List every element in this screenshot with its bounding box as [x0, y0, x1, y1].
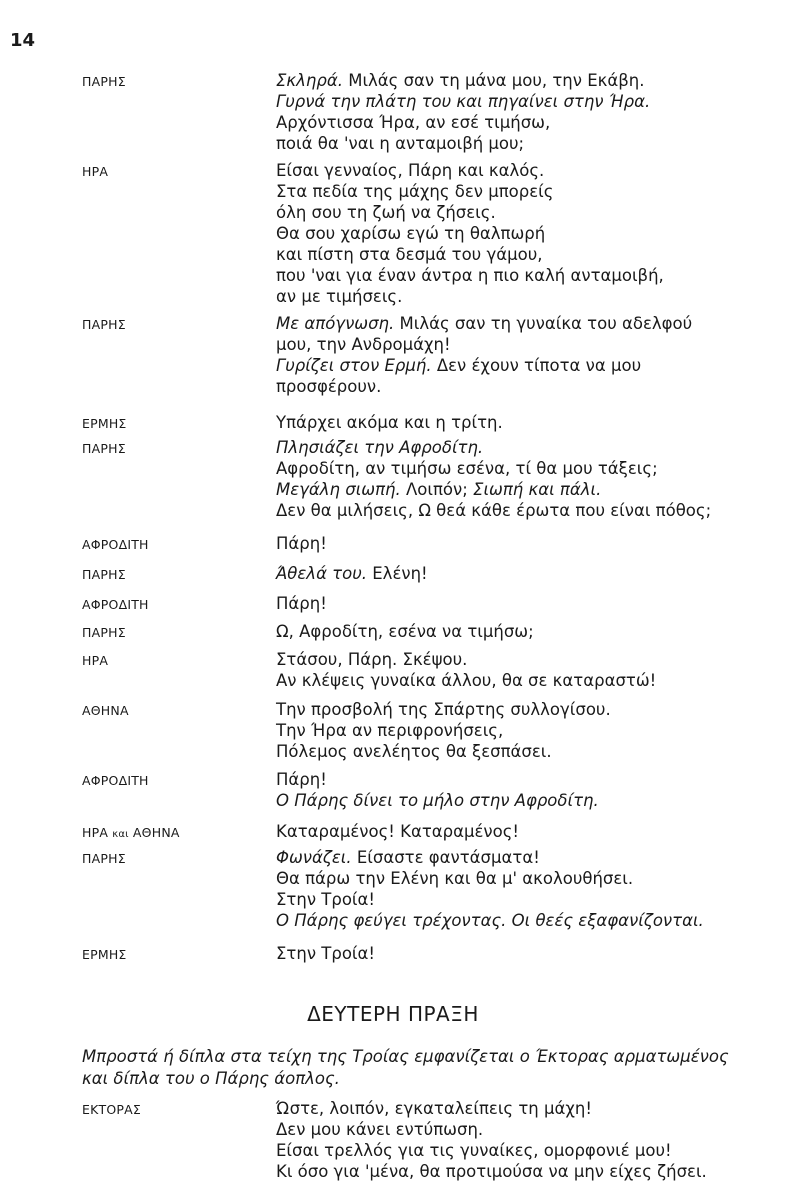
speaker-name: ΠΑΡΗΣ	[82, 567, 126, 582]
speech-line	[276, 70, 781, 91]
speech-line	[276, 376, 781, 397]
speech-line	[276, 412, 781, 433]
speech-line	[276, 593, 781, 614]
speech-line	[276, 720, 781, 741]
speech-line	[276, 223, 781, 244]
stage-direction-line: Μπροστά ή δίπλα στα τείχη της Τροίας εμφανίζεται ο Έκτορας αρματωμένος	[82, 1047, 729, 1066]
speech-text: Πάρη!	[276, 594, 327, 613]
speaker-name: ΠΑΡΗΣ	[82, 851, 126, 866]
speech-line	[276, 868, 781, 889]
speech-line	[276, 1140, 781, 1161]
speech-text: Στην Τροία!	[276, 890, 375, 909]
speaker-name: ΕΚΤΟΡΑΣ	[82, 1102, 141, 1117]
speech-text: Μιλάς σαν τη γυναίκα του αδελφού	[394, 314, 693, 333]
speech-line	[276, 769, 781, 790]
speech-line	[276, 847, 781, 868]
speech-line	[276, 790, 781, 811]
speech-text: Θα σου χαρίσω εγώ τη θαλπωρή	[276, 224, 546, 243]
speech-lines	[276, 437, 781, 521]
stage-note: Σιωπή και πάλι.	[473, 480, 602, 499]
speech-line	[276, 910, 781, 931]
speaker-name: ΗΡΑ και ΑΘΗΝΑ	[82, 825, 180, 840]
speaker-name: ΑΘΗΝΑ	[82, 703, 129, 718]
speech-lines	[276, 412, 781, 433]
speech-line	[276, 355, 781, 376]
stage-note: Άθελά του.	[276, 564, 368, 583]
speech-line	[276, 1119, 781, 1140]
speech-text: Στην Τροία!	[276, 944, 375, 963]
stage-note: Γυρίζει στον Ερμή.	[276, 356, 432, 375]
speaker-name: ΠΑΡΗΣ	[82, 441, 126, 456]
speech-text: Πάρη!	[276, 770, 327, 789]
speaker-name: ΠΑΡΗΣ	[82, 317, 126, 332]
speech-lines	[276, 769, 781, 811]
speech-text: Μιλάς σαν τη μάνα μου, την Εκάβη.	[342, 71, 645, 90]
speech-lines	[276, 563, 781, 584]
speech-text: που 'ναι για έναν άντρα η πιο καλή ανταμοιβή,	[276, 266, 664, 285]
speech-text: Ώστε, λοιπόν, εγκαταλείπεις τη μάχη!	[276, 1099, 592, 1118]
speech-line	[276, 821, 781, 842]
stage-note: Πλησιάζει την Αφροδίτη.	[276, 438, 484, 457]
speech-text: Ελένη!	[367, 564, 428, 583]
speech-line	[276, 286, 781, 307]
stage-note: Φωνάζει.	[276, 848, 352, 867]
speech-line	[276, 202, 781, 223]
speech-text: Αν κλέψεις γυναίκα άλλου, θα σε καταραστώ!	[276, 671, 657, 690]
speech-text: αν με τιμήσεις.	[276, 287, 403, 306]
speech-line	[276, 479, 781, 500]
stage-note: Με απόγνωση.	[276, 314, 395, 333]
speaker-name: ΑΦΡΟΔΙΤΗ	[82, 773, 149, 788]
stage-note: Γυρνά την πλάτη του και πηγαίνει στην Ήρα.	[276, 92, 651, 111]
speech-line	[276, 458, 781, 479]
speech-text: Κι όσο για 'μένα, θα προτιμούσα να μην είχες ζήσει.	[276, 1162, 707, 1181]
speaker-name: ΕΡΜΗΣ	[82, 416, 127, 431]
stage-note: Μεγάλη σιωπή.	[276, 480, 401, 499]
speech-line	[276, 244, 781, 265]
speech-line	[276, 334, 781, 355]
speech-lines	[276, 821, 781, 842]
speech-text: Είσαι τρελλός για τις γυναίκες, ομορφονιέ μου!	[276, 1141, 672, 1160]
speech-line	[276, 943, 781, 964]
speech-lines	[276, 847, 781, 931]
speech-line	[276, 699, 781, 720]
speech-text: Δεν μου κάνει εντύπωση.	[276, 1120, 484, 1139]
speech-text: μου, την Ανδρομάχη!	[276, 335, 451, 354]
speech-lines	[276, 593, 781, 614]
speech-text: Αφροδίτη, αν τιμήσω εσένα, τί θα μου τάξεις;	[276, 459, 658, 478]
speaker-name: ΠΑΡΗΣ	[82, 74, 126, 89]
speech-line	[276, 500, 781, 521]
speech-line	[276, 889, 781, 910]
speech-line	[276, 265, 781, 286]
stage-direction-line: και δίπλα του ο Πάρης άοπλος.	[82, 1069, 340, 1088]
speaker-name: ΑΦΡΟΔΙΤΗ	[82, 597, 149, 612]
speech-text: Είσαι γενναίος, Πάρη και καλός.	[276, 161, 545, 180]
speech-text: Θα πάρω την Ελένη και θα μ' ακολουθήσει.	[276, 869, 634, 888]
stage-note: Ο Πάρης δίνει το μήλο στην Αφροδίτη.	[276, 791, 599, 810]
speech-line	[276, 133, 781, 154]
speech-line	[276, 621, 781, 642]
speech-text: Δεν έχουν τίποτα να μου	[431, 356, 642, 375]
speech-text: προσφέρουν.	[276, 377, 382, 396]
speech-line	[276, 741, 781, 762]
speech-line	[276, 112, 781, 133]
speaker-name: ΑΦΡΟΔΙΤΗ	[82, 537, 149, 552]
speech-text: Στάσου, Πάρη. Σκέψου.	[276, 650, 468, 669]
stage-note: Σκληρά.	[276, 71, 343, 90]
speech-lines	[276, 313, 781, 397]
act-title: ΔΕΥΤΕΡΗ ΠΡΑΞΗ	[307, 1002, 479, 1026]
speaker-name: ΠΑΡΗΣ	[82, 625, 126, 640]
speech-lines	[276, 649, 781, 691]
speech-text: Πάρη!	[276, 534, 327, 553]
speech-line	[276, 1161, 781, 1182]
speech-text: και πίστη στα δεσμά του γάμου,	[276, 245, 543, 264]
speaker-name: ΕΡΜΗΣ	[82, 947, 127, 962]
speech-lines	[276, 943, 781, 964]
speech-lines	[276, 533, 781, 554]
speech-text: ποιά θα 'ναι η ανταμοιβή μου;	[276, 134, 525, 153]
speech-line	[276, 91, 781, 112]
speech-text: Την προσβολή της Σπάρτης συλλογίσου.	[276, 700, 611, 719]
speech-text: Δεν θα μιλήσεις, Ω θεά κάθε έρωτα που είναι πόθος;	[276, 501, 712, 520]
speech-lines	[276, 70, 781, 154]
speech-lines	[276, 699, 781, 762]
speech-line	[276, 670, 781, 691]
speech-lines	[276, 1098, 781, 1182]
speech-text: Καταραμένος! Καταραμένος!	[276, 822, 520, 841]
speech-text: Αρχόντισσα Ήρα, αν εσέ τιμήσω,	[276, 113, 551, 132]
speech-line	[276, 313, 781, 334]
speaker-name: ΗΡΑ	[82, 164, 109, 179]
speech-text: Πόλεμος ανελέητος θα ξεσπάσει.	[276, 742, 552, 761]
speech-text: Την Ήρα αν περιφρονήσεις,	[276, 721, 504, 740]
page-number: 14	[10, 30, 36, 51]
stage-direction	[82, 1046, 782, 1090]
speech-text: Υπάρχει ακόμα και η τρίτη.	[276, 413, 503, 432]
speech-line	[276, 1098, 781, 1119]
speech-text: Λοιπόν;	[400, 480, 474, 499]
speech-text: Στα πεδία της μάχης δεν μπορείς	[276, 182, 554, 201]
speech-line	[276, 181, 781, 202]
speech-text: Ω, Αφροδίτη, εσένα να τιμήσω;	[276, 622, 534, 641]
speech-lines	[276, 160, 781, 307]
speech-line	[276, 437, 781, 458]
speech-text: όλη σου τη ζωή να ζήσεις.	[276, 203, 496, 222]
speech-line	[276, 649, 781, 670]
stage-note: Ο Πάρης φεύγει τρέχοντας. Οι θεές εξαφανίζονται.	[276, 911, 704, 930]
speech-line	[276, 563, 781, 584]
speech-lines	[276, 621, 781, 642]
speech-text: Είσαστε φαντάσματα!	[351, 848, 540, 867]
speech-line	[276, 160, 781, 181]
speech-line	[276, 533, 781, 554]
speaker-name: ΗΡΑ	[82, 653, 109, 668]
